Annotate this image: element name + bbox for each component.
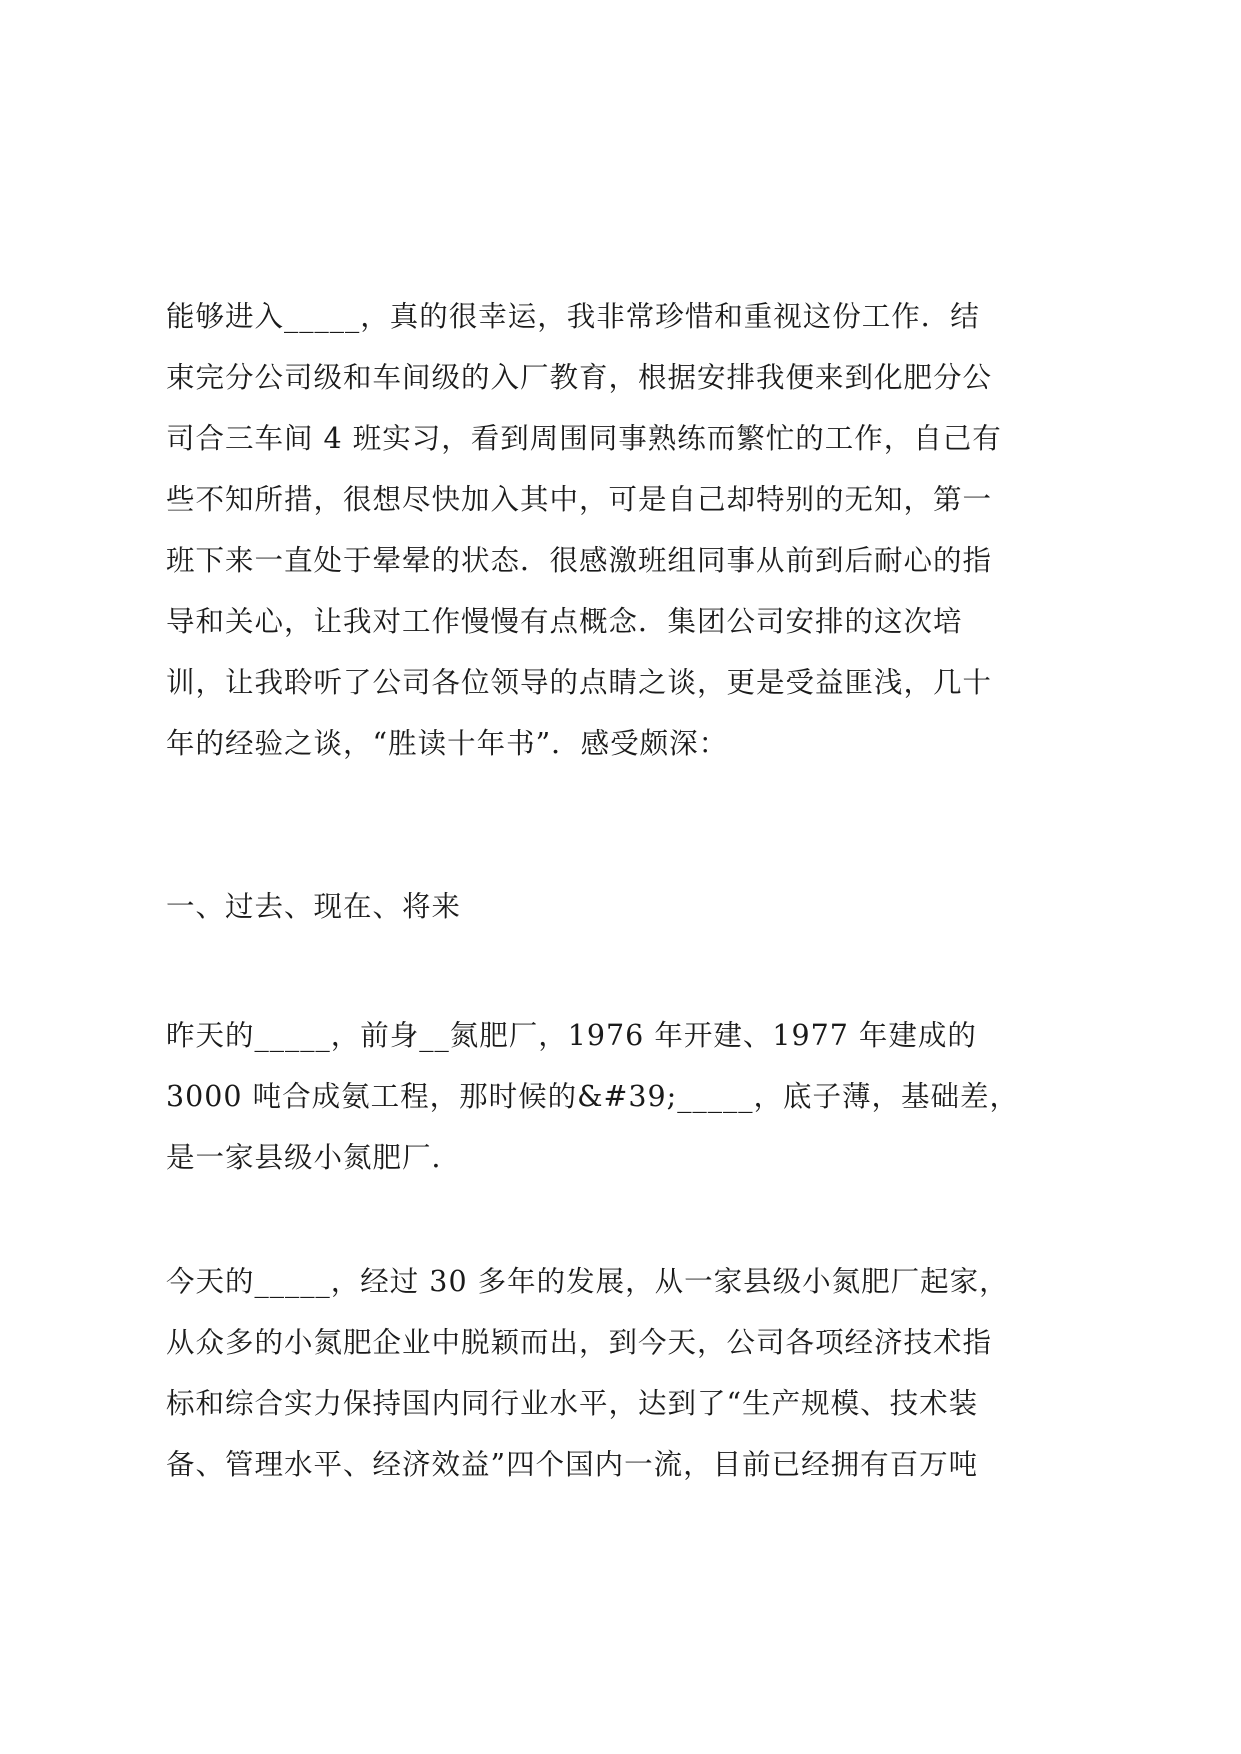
- paragraph-line: 训，让我聆听了公司各位领导的点睛之谈，更是受益匪浅，几十: [166, 666, 993, 699]
- paragraph-line: 束完分公司级和车间级的入厂教育，根据安排我便来到化肥分公: [166, 361, 993, 394]
- paragraph-line: 导和关心，让我对工作慢慢有点概念．集团公司安排的这次培: [166, 605, 963, 638]
- paragraph-line: 今天的_____，经过 30 多年的发展，从一家县级小氮肥厂起家，: [166, 1265, 1009, 1298]
- paragraph-line: 年的经验之谈，“胜读十年书”．感受颇深：: [166, 727, 729, 760]
- section-heading: [166, 876, 1096, 937]
- paragraph-line: 司合三车间 4 班实习，看到周围同事熟练而繁忙的工作，自己有: [166, 422, 1002, 455]
- paragraph-line: 3000 吨合成氨工程，那时候的&#39;_____，底子薄，基础差，: [166, 1080, 1019, 1113]
- paragraph-line: 是一家县级小氮肥厂．: [166, 1141, 462, 1174]
- paragraph-line: 从众多的小氮肥企业中脱颖而出，到今天，公司各项经济技术指: [166, 1326, 993, 1359]
- paragraph-past: [166, 1005, 1096, 1188]
- paragraph-line: 班下来一直处于晕晕的状态．很感激班组同事从前到后耐心的指: [166, 544, 993, 577]
- paragraph-line: 标和综合实力保持国内同行业水平，达到了“生产规模、技术装: [166, 1387, 979, 1420]
- paragraph-line: 些不知所措，很想尽快加入其中，可是自己却特别的无知，第一: [166, 483, 993, 516]
- paragraph-line: 备、管理水平、经济效益”四个国内一流，目前已经拥有百万吨: [166, 1448, 979, 1481]
- paragraph-present: [166, 1251, 1096, 1495]
- section-heading-text: 一、过去、现在、将来: [166, 890, 462, 923]
- paragraph-intro: [166, 286, 1096, 774]
- paragraph-line: 能够进入_____，真的很幸运，我非常珍惜和重视这份工作．结: [166, 300, 980, 333]
- paragraph-line: 昨天的_____，前身__氮肥厂，1976 年开建、1977 年建成的: [166, 1019, 977, 1052]
